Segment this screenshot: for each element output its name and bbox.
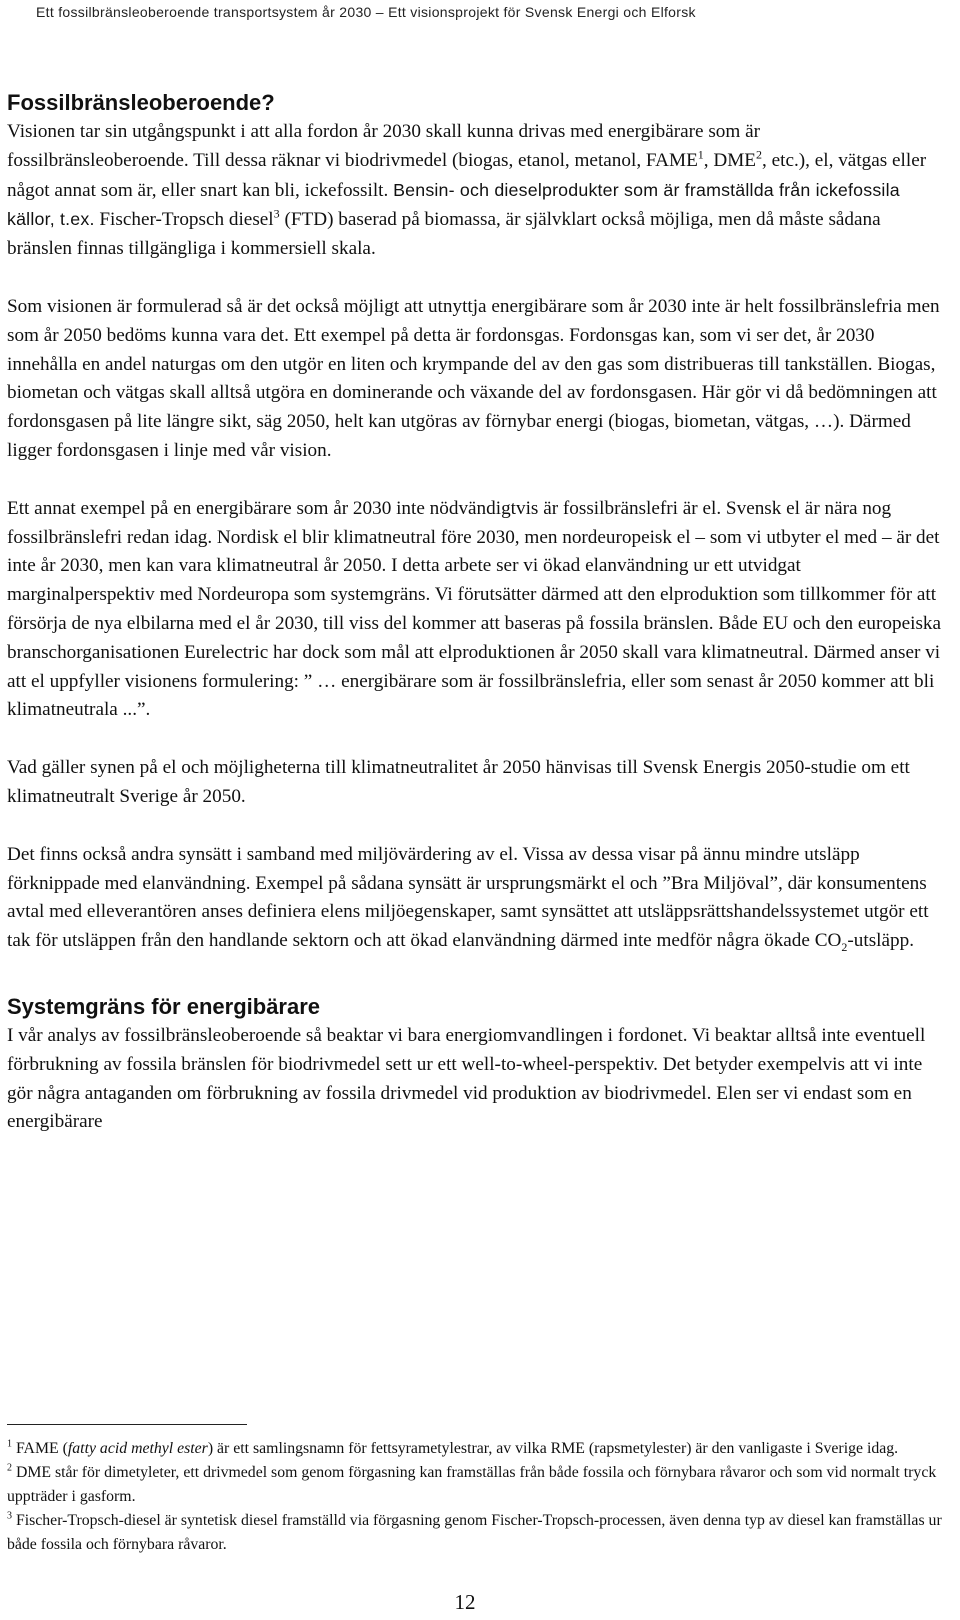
paragraph-5-text-a: Det finns också andra synsätt i samband med miljövärdering av el. Vissa av dessa visar på ännu mindre utsläpp förknippade med elanvändning. Exempel på sådana synsätt är ursprungsmärkt el och ”Bra Miljöval”, där konsumentens avtal med elleverantören anses definiera elens miljöegenskaper, samt synsättet att utsläppsrättshandelssystemet utgör ett tak för utsläppen från den handlande sektorn och att ökad elanvändning därmed inte medför några ökade CO bbox=[7, 843, 929, 952]
section-heading-fossilbransleoberoende: Fossilbränsleoberoende? bbox=[7, 90, 275, 115]
footnote-ref-1[interactable]: 1 bbox=[697, 147, 704, 162]
paragraph-1-text-c: , etc.), el, vätgas eller något annat som är, eller snart kan bli, ickefossilt. bbox=[7, 149, 927, 201]
paragraph-2: Som visionen är formulerad så är det också möjligt att utnyttja energibärare som år 2030 inte är helt fossilbränslefria men som år 2050 bedöms kunna vara det. Ett exempel på detta är fordonsgas. Fordonsgas kan, som vi ser det, år 2030 innehålla en andel naturgas om den utgör en liten och krympande del av den gas som distribueras till tankställen. Biogas, biometan och vätgas skall alltså utgöra en dominerande och växande del av fordonsgasen. Här gör vi då bedömningen att fordonsgasen på lite längre sikt, säg 2050, helt kan utgöras av förnybar energi (biogas, biometan, vätgas, …). Därmed ligger fordonsgasen i linje med vår vision. bbox=[7, 295, 940, 461]
paragraph-1-text-e: Fischer-Tropsch diesel bbox=[94, 209, 274, 231]
footnote-number: 2 bbox=[7, 1462, 12, 1474]
footnote-1 bbox=[7, 1437, 942, 1461]
footnote-text: Fischer-Tropsch-diesel är syntetisk diesel framställd via förgasning genom Fischer-Tropsch-processen, även denna typ av diesel kan framställas ur både fossila och förnybara råvaror. bbox=[7, 1512, 942, 1553]
footnote-text: DME står för dimetyleter, ett drivmedel som genom förgasning kan framställas från både fossila och förnybara råvaror och som vid normalt tryck uppträder i gasform. bbox=[7, 1464, 937, 1505]
footnote-ref-3[interactable]: 3 bbox=[273, 207, 280, 221]
footnote-text: ) är ett samlingsnamn för fettsyrametylestrar, av vilka RME (rapsmetylester) är den vanligaste i Sverige idag. bbox=[207, 1440, 899, 1457]
section-heading-systemgrans: Systemgräns för energibärare bbox=[7, 993, 321, 1019]
footnote-3 bbox=[7, 1509, 942, 1557]
paragraph-3: Ett annat exempel på en energibärare som år 2030 inte nödvändigtvis är fossilbränslefri är el. Svensk el är nära nog fossilbränslefri redan idag. Nordisk el blir klimatneutral före 2030, men nordeuropeisk el – som vi utbyter el med – är det inte år 2030, men kan vara klimatneutral år 2050. I detta arbete ser vi ökad elanvändning ur ett utvidgat marginalperspektiv med Nordeuropa som systemgräns. Vi förutsätter därmed att den elproduktion som tillkommer för att försörja de nya elbilarna med el år 2030, till viss del kommer att baseras på fossila bränslen. Både EU och den europeiska branschorganisationen Eurelectric har dock som mål att elproduktionen år 2050 skall vara klimatneutral. Därmed anser vi att el uppfyller visionens formulering: ” … energibärare som är fossilbränslefria, eller som senast år 2050 kommer att bli klimatneutrala ...”. bbox=[7, 497, 942, 721]
paragraph-4: Vad gäller synen på el och möjligheterna till klimatneutralitet år 2050 hänvisas till Svensk Energis 2050-studie om ett klimatneutralt Sverige år 2050. bbox=[7, 757, 910, 807]
paragraph-1-sans-text: Bensin- och dieselprodukter som är framställda från ickefossila källor, t.ex. bbox=[7, 179, 900, 230]
page-number: 12 bbox=[454, 1590, 476, 1614]
paragraph-6: I vår analys av fossilbränsleoberoende så beaktar vi bara energiomvandlingen i fordonet. Vi beaktar alltså inte eventuell förbrukning av fossila bränslen för biodrivmedel sett ur ett well-to-wheel-perspektiv. Det betyder exempelvis att vi inte gör några antaganden om förbrukning av fossila drivmedel vid produktion av biodrivmedel. Elen ser vi endast som en energibärare bbox=[7, 1024, 926, 1133]
footnote-2 bbox=[7, 1461, 942, 1509]
paragraph-1 bbox=[7, 118, 942, 264]
footnote-ref-2[interactable]: 2 bbox=[756, 147, 763, 162]
paragraph-5 bbox=[7, 841, 942, 956]
footnote-emphasis: fatty acid methyl ester bbox=[67, 1440, 208, 1457]
paragraph-5-text-b: -utsläpp. bbox=[847, 930, 914, 952]
co2-subscript: 2 bbox=[841, 939, 848, 954]
document-body bbox=[7, 88, 942, 1137]
footnotes bbox=[7, 1424, 942, 1557]
footnote-number: 1 bbox=[7, 1438, 12, 1450]
footnote-number: 3 bbox=[7, 1510, 12, 1522]
paragraph-1-text-a: Visionen tar sin utgångspunkt i att alla fordon år 2030 skall kunna drivas med energibärare som är fossilbränsleoberoende. Till dessa räknar vi biodrivmedel (biogas, etanol, metanol, FAME bbox=[7, 121, 761, 171]
footnote-divider bbox=[7, 1424, 247, 1425]
footnote-text: FAME ( bbox=[12, 1440, 68, 1457]
paragraph-1-text-f: (FTD) baserad på biomassa, är självklart också möjliga, men då måste sådana bränslen finnas tillgängliga i kommersiell skala. bbox=[7, 209, 881, 260]
running-header: Ett fossilbränsleoberoende transportsystem år 2030 – Ett visionsprojekt för Svensk Energi och Elforsk bbox=[36, 4, 696, 20]
paragraph-1-text-b: , DME bbox=[703, 149, 757, 171]
